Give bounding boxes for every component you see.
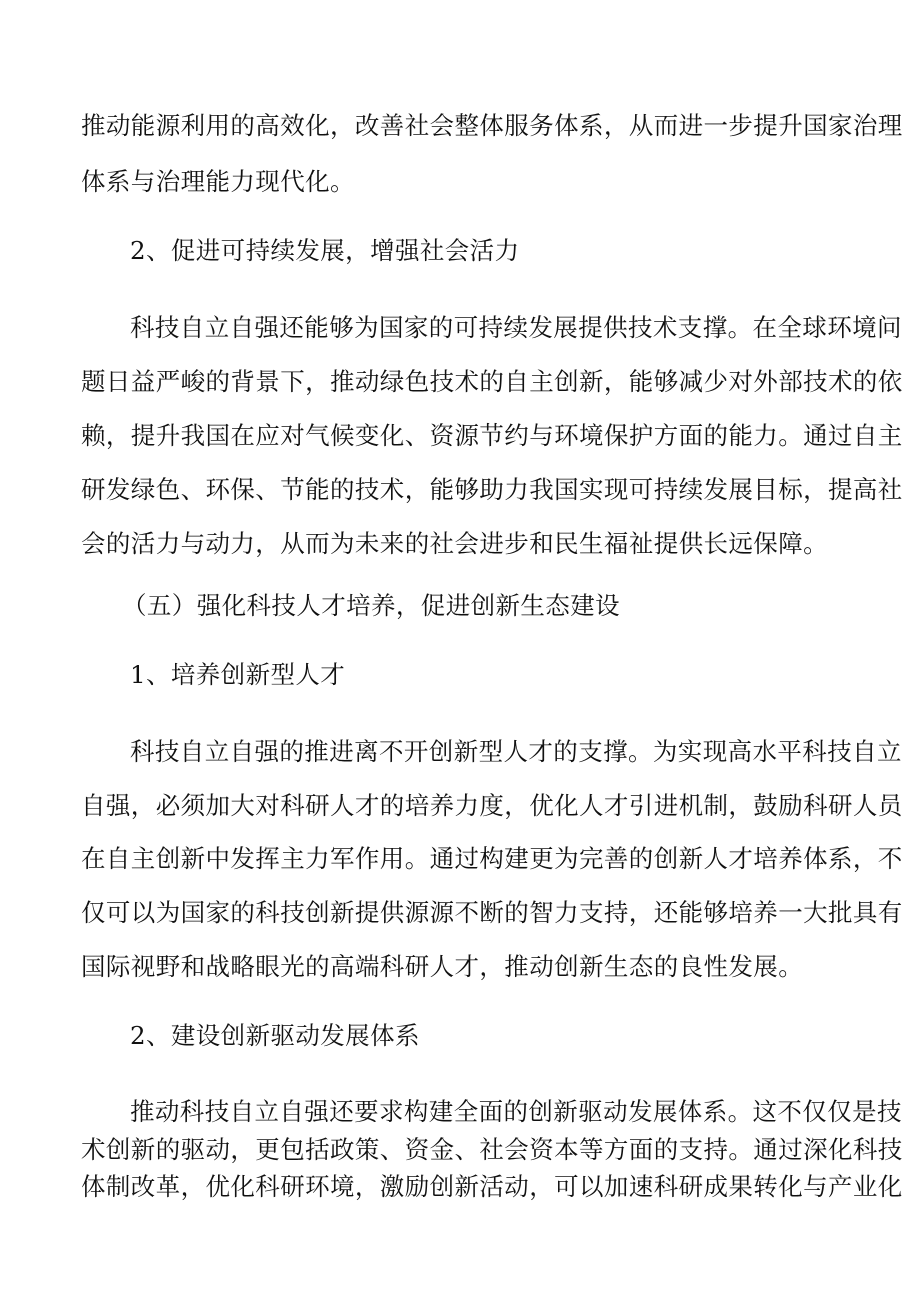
paragraph-line: 题日益严峻的背景下，推动绿色技术的自主创新，能够减少对外部技术的依 [81, 367, 903, 396]
section-heading: （五）强化科技人才培养，促进创新生态建设 [122, 591, 620, 620]
paragraph-line: 推动科技自立自强还要求构建全面的创新驱动发展体系。这不仅仅是技 [130, 1097, 902, 1126]
paragraph-line: 体制改革，优化科研环境，激励创新活动，可以加速科研成果转化与产业化 [81, 1172, 903, 1201]
paragraph-line: 在自主创新中发挥主力军作用。通过构建更为完善的创新人才培养体系，不 [81, 844, 903, 873]
paragraph-line: 国际视野和战略眼光的高端科研人才，推动创新生态的良性发展。 [81, 952, 804, 981]
paragraph-line: 体系与治理能力现代化。 [81, 167, 355, 196]
paragraph-line: 仅可以为国家的科技创新提供源源不断的智力支持，还能够培养一大批具有 [81, 898, 903, 927]
paragraph-line: 赖，提升我国在应对气候变化、资源节约与环境保护方面的能力。通过自主 [81, 421, 903, 450]
paragraph-line: 科技自立自强的推进离不开创新型人才的支撑。为实现高水平科技自立 [130, 737, 902, 766]
subheading-innovation-system: 2、建设创新驱动发展体系 [130, 1021, 420, 1050]
subheading-sustainable-development: 2、促进可持续发展，增强社会活力 [130, 236, 520, 265]
subheading-innovative-talent: 1、培养创新型人才 [130, 660, 346, 689]
paragraph-line: 推动能源利用的高效化，改善社会整体服务体系，从而进一步提升国家治理 [81, 111, 903, 140]
paragraph-line: 会的活力与动力，从而为未来的社会进步和民生福祉提供长远保障。 [81, 529, 828, 558]
paragraph-line: 自强，必须加大对科研人才的培养力度，优化人才引进机制，鼓励科研人员 [81, 791, 903, 820]
paragraph-line: 科技自立自强还能够为国家的可持续发展提供技术支撑。在全球环境问 [130, 313, 902, 342]
paragraph-line: 研发绿色、环保、节能的技术，能够助力我国实现可持续发展目标，提高社 [81, 475, 903, 504]
paragraph-line: 术创新的驱动，更包括政策、资金、社会资本等方面的支持。通过深化科技 [81, 1135, 903, 1164]
